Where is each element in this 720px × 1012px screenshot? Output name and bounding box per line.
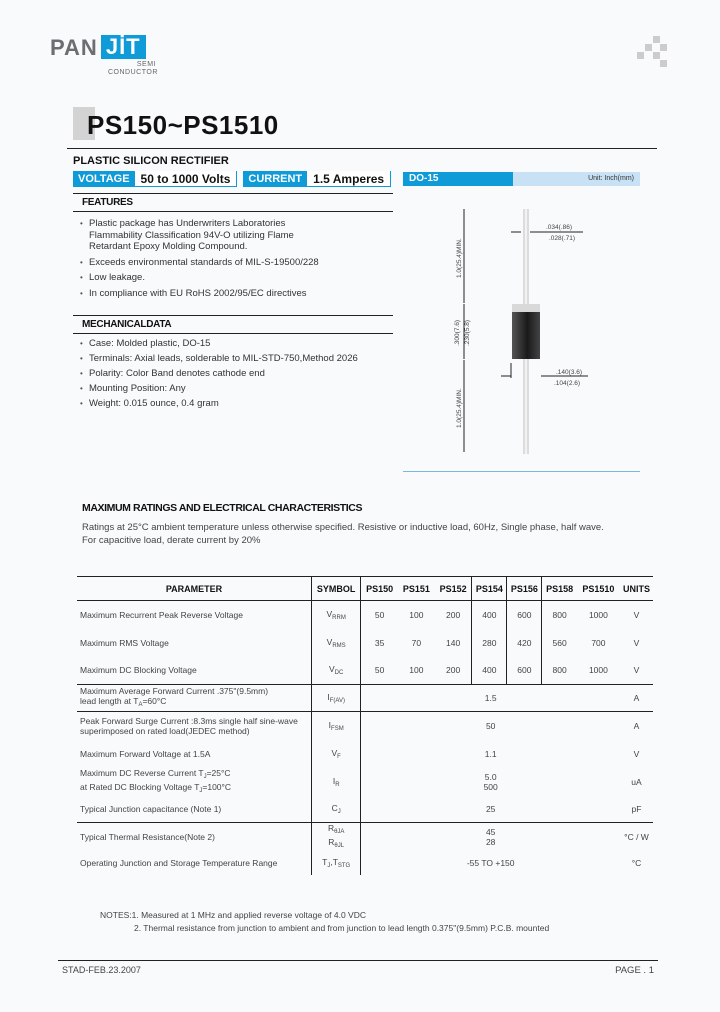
current-value: 1.5 Amperes [307,171,391,187]
logo-jit-text: JİT [101,35,146,59]
divider [67,148,657,149]
svg-text:1.0(25.4)MIN.: 1.0(25.4)MIN. [456,388,463,428]
svg-text:.140(3.6): .140(3.6) [556,369,583,376]
features-list [80,218,380,303]
table-row: Maximum RMS Voltage $V_{RMS}$ 35 70 140 280 420 560 700 V [77,629,653,657]
table-row: Operating Junction and Storage Temperature Range $T_J,T_{STG}$ -55 TO +150 °C [77,851,653,875]
package-header [403,172,640,186]
do15-package-diagram [403,200,640,472]
company-logo [50,33,146,59]
table-row: Maximum DC Blocking Voltage $V_{DC}$ 50 100 200 400 600 800 1000 V [77,657,653,685]
logo-sub-semi: SEMI [136,61,156,68]
divider [73,211,393,212]
col-header: SYMBOL [312,577,361,601]
table-row: Maximum DC Reverse Current $T_J=25^\circ C$ at Rated DC Blocking Voltage $T_J=100^\circ C$ $I_R$ 5.0 500 uA [77,767,653,797]
note-1: NOTES:1. Measured at 1 MHz and applied reverse voltage of 4.0 VDC [100,910,366,920]
col-header: PS154 [472,577,507,601]
svg-text:1.0(25.4)MIN.: 1.0(25.4)MIN. [456,238,463,278]
col-header: PS158 [542,577,577,601]
col-header: PS152 [435,577,472,601]
list-item: • Plastic package has Underwriters Laboratories Flammability Classification 94V-O utilizing Flame Retardant Epoxy Molding Compound. [80,218,320,253]
logo-subtitle [108,61,156,77]
list-item: • Polarity: Color Band denotes cathode end [80,368,390,379]
svg-text:.300(7.6): .300(7.6) [454,319,461,346]
divider [73,333,393,334]
col-header: PS156 [507,577,542,601]
svg-text:.034(.86): .034(.86) [546,224,573,231]
list-item: • Exceeds environmental standards of MIL-S-19500/228 [80,257,380,269]
table-row: Maximum Average Forward Current .375"(9.5mm) lead length at $T_A=60^\circ C$ $I_{F(AV)}$ 1.5 A [77,685,653,712]
col-header: UNITS [620,577,653,601]
ratings-table [77,576,653,875]
mechanical-list [80,338,390,413]
list-item: • Weight: 0.015 ounce, 0.4 gram [80,398,390,409]
list-item: • Low leakage. [80,272,380,284]
list-item: • Terminals: Axial leads, solderable to MIL-STD-750,Method 2026 [80,353,390,364]
footer-divider [58,960,658,961]
list-item: • Case: Molded plastic, DO-15 [80,338,390,349]
footer-doc-id: STAD-FEB.23.2007 [62,965,141,975]
package-name: DO-15 [403,172,513,186]
svg-text:.230(5.8): .230(5.8) [464,319,471,346]
features-title: FEATURES [82,197,133,208]
page-title: PS150~PS1510 [87,110,279,140]
logo-pan-text: PAN [50,35,98,60]
divider [73,193,393,194]
svg-text:.104(2.6): .104(2.6) [554,380,581,387]
package-unit: Unit: Inch(mm) [513,172,640,186]
footer-page-number: PAGE . 1 [615,965,654,976]
ratings-desc-line1: Ratings at 25°C ambient temperature unless otherwise specified. Resistive or inductive load, 60Hz, Single phase, half wave. [82,522,604,533]
list-item: • Mounting Position: Any [80,383,390,394]
note-2: 2. Thermal resistance from junction to ambient and from junction to lead length 0.375"(9.5mm) P.C.B. mounted [134,923,550,933]
spec-tag-bar [73,171,397,187]
svg-text:.028(.71): .028(.71) [549,235,576,242]
table-header-row [77,577,653,601]
current-label: CURRENT [243,171,307,187]
col-header: PARAMETER [77,577,312,601]
voltage-label: VOLTAGE [73,171,135,187]
table-row: Typical Junction capacitance (Note 1) $C_J$ 25 pF [77,797,653,823]
ratings-description [82,521,662,547]
list-item: • In compliance with EU RoHS 2002/95/EC directives [80,288,380,300]
voltage-value: 50 to 1000 Volts [135,171,238,187]
table-row: Peak Forward Surge Current :8.3ms single half sine-wave superimposed on rated load(JEDEC method) $I_{FSM}$ 50 A [77,712,653,741]
col-header: PS1510 [577,577,620,601]
col-header: PS151 [398,577,435,601]
col-header: PS150 [361,577,398,601]
ratings-title: MAXIMUM RATINGS AND ELECTRICAL CHARACTERISTICS [82,502,363,514]
diagram-bottom-rule [403,471,640,472]
divider [73,315,393,316]
product-subtitle: PLASTIC SILICON RECTIFIER [73,155,229,167]
logo-sub-conductor: CONDUCTOR [108,69,158,76]
table-row: Maximum Recurrent Peak Reverse Voltage $V_{RRM}$ 50 100 200 400 600 800 1000 V [77,601,653,629]
ratings-desc-line2: For capacitive load, derate current by 20% [82,535,261,546]
decorative-dots-icon [637,36,667,66]
mechanical-title: MECHANICALDATA [82,319,172,330]
table-row: Maximum Forward Voltage at 1.5A $V_F$ 1.1 V [77,741,653,767]
notes [100,909,549,935]
table-row: Typical Thermal Resistance(Note 2) $R_{\theta JA}$ $R_{\theta JL}$ 45 28 °C / W [80,823,649,849]
